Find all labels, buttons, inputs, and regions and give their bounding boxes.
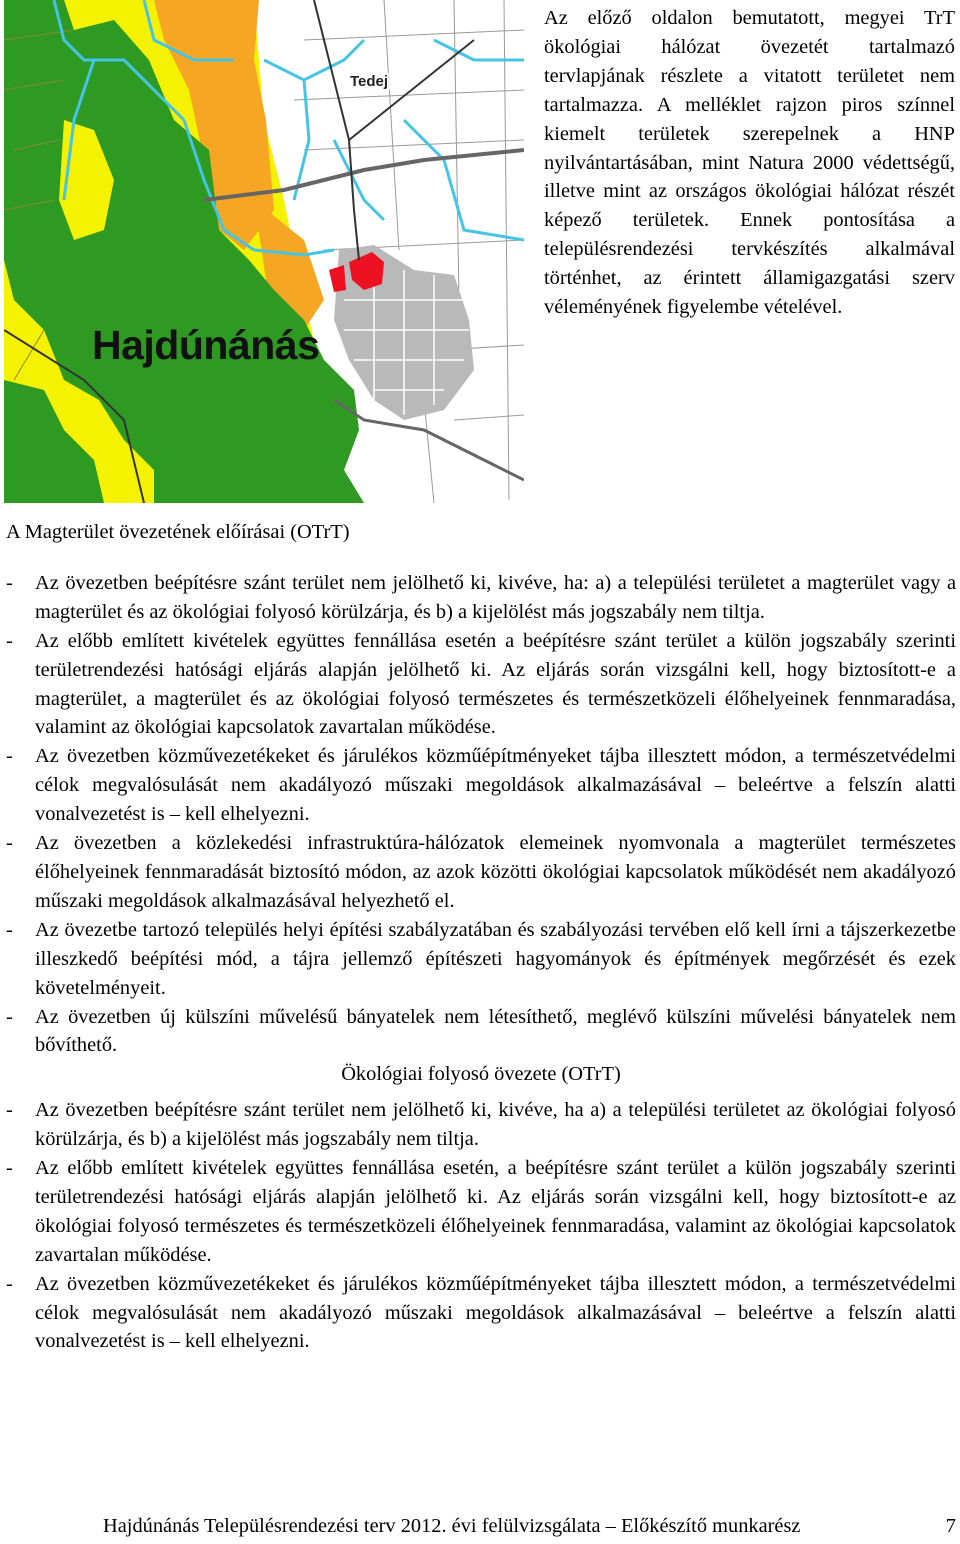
rule-text: Az övezetben beépítésre szánt terület nem jelölhető ki, kivéve, ha a) a települési területet az ökológiai folyosó körülzárja, és b) a kijelölést más jogszabály nem tiltja. xyxy=(35,1099,956,1151)
rule-text: Az előbb említett kivételek együttes fennállása esetén, a beépítésre szánt terület a külön jogszabály szerinti területrendezési hatósági eljárás alapján jelölhető ki. Az eljárás során vizsgálni kell, hogy biztosított-e az ökológiai folyosó természetes és természetközeli élőhelyeinek fennmaradása, valamint az ökológiai kapcsolatok zavartalan működése. xyxy=(35,1157,956,1266)
list-item xyxy=(6,916,956,1003)
list-dash: - xyxy=(6,745,13,768)
list-item xyxy=(6,1270,956,1357)
footer-text: Hajdúnánás Településrendezési terv 2012. évi felülvizsgálata – Előkészítő munkarész xyxy=(103,1515,801,1537)
list-item xyxy=(6,569,956,627)
map-drawing xyxy=(4,0,524,503)
list-dash: - xyxy=(6,1005,13,1028)
rule-text: Az övezetben új külszíni művelésű bányatelek nem létesíthető, meglévő külszíni művelési bányatelek nem bővíthető. xyxy=(35,1005,956,1057)
rule-text: Az övezetben a közlekedési infrastruktúra-hálózatok elemeinek nyomvonala a magterület természetes élőhelyeinek fennmaradását biztosító módon, az azok közötti ökológiai kapcsolatok működését nem akadályozó műszaki megoldások alkalmazásával helyezhető el. xyxy=(35,832,956,912)
page-footer xyxy=(103,1512,956,1540)
rule-text: Az övezetben közművezetékeket és járulékos közműépítményeket tájba illesztett módon, a természetvédelmi célok megvalósulását nem akadályozó műszaki megoldások alkalmazásával – beleértve a felszín alatti vonalvezetést is – kell elhelyezni. xyxy=(35,1272,956,1353)
map-excerpt xyxy=(4,0,524,503)
section1-rules xyxy=(6,569,956,1060)
list-item xyxy=(6,627,956,743)
page-number: 7 xyxy=(945,1515,956,1537)
rule-text: Az övezetben közművezetékeket és járulékos közműépítményeket tájba illesztett módon, a természetvédelmi célok megvalósulását nem akadályozó műszaki megoldások alkalmazásával – beleértve a felszín alatti vonalvezetést is – kell elhelyezni. xyxy=(35,745,956,826)
intro-paragraph: Az előző oldalon bemutatott, megyei TrT ökológiai hálózat övezetét tartalmazó tervlapjának részlete a vitatott területet nem tartalmazza. A melléklet rajzon piros színnel kiemelt területek szerepelnek a HNP nyilvántartásában, mint Natura 2000 védettségű, illetve mint az országos ökológiai hálózat részét képező területek. Ennek pontosítása a településrendezési tervkészítés alkalmával történhet, az érintett államigazgatási szerv véleményének figyelembe vételével. xyxy=(544,7,955,319)
list-item xyxy=(6,1154,956,1270)
section2-heading: Ökológiai folyosó övezete (OTrT) xyxy=(341,1063,621,1086)
list-item xyxy=(6,1096,956,1154)
list-dash: - xyxy=(6,1157,13,1180)
list-dash: - xyxy=(6,1099,13,1122)
list-item xyxy=(6,1003,956,1061)
list-dash: - xyxy=(6,571,13,594)
rule-text: Az övezetbe tartozó település helyi építési szabályzatában és szabályozási tervében elő kell írni a tájszerkezetbe illeszkedő beépítési mód, a tájra jellemző építészeti hagyományok és építmények megőrzését és ezek követelményeit. xyxy=(35,918,956,999)
list-dash: - xyxy=(6,1272,13,1295)
rule-text: Az előbb említett kivételek együttes fennállása esetén a beépítésre szánt terület a külön jogszabály szerinti területrendezési hatósági eljárás alapján jelölhető ki. Az eljárás során vizsgálni kell, hogy biztosított-e a magterület, a magterület és az ökológiai folyosó természetes és természetközeli élőhelyeinek fennmaradása, valamint az ökológiai kapcsolatok zavartalan működése. xyxy=(35,629,956,739)
rule-text: Az övezetben beépítésre szánt terület nem jelölhető ki, kivéve, ha: a) a települési területet a magterület vagy a magterület és az ökológiai folyosó körülzárja, és b) a kijelölést más jogszabály nem tiltja. xyxy=(35,571,956,623)
section2-rules xyxy=(6,1096,956,1356)
list-item xyxy=(6,829,956,916)
list-item xyxy=(6,742,956,829)
map-town-label: Hajdúnánás xyxy=(92,322,320,368)
main-content xyxy=(6,518,956,1356)
list-dash: - xyxy=(6,832,13,855)
list-dash: - xyxy=(6,918,13,941)
map-village-label: Tedej xyxy=(347,73,391,90)
section1-heading: A Magterület övezetének előírásai (OTrT) xyxy=(6,521,350,543)
list-dash: - xyxy=(6,629,13,652)
